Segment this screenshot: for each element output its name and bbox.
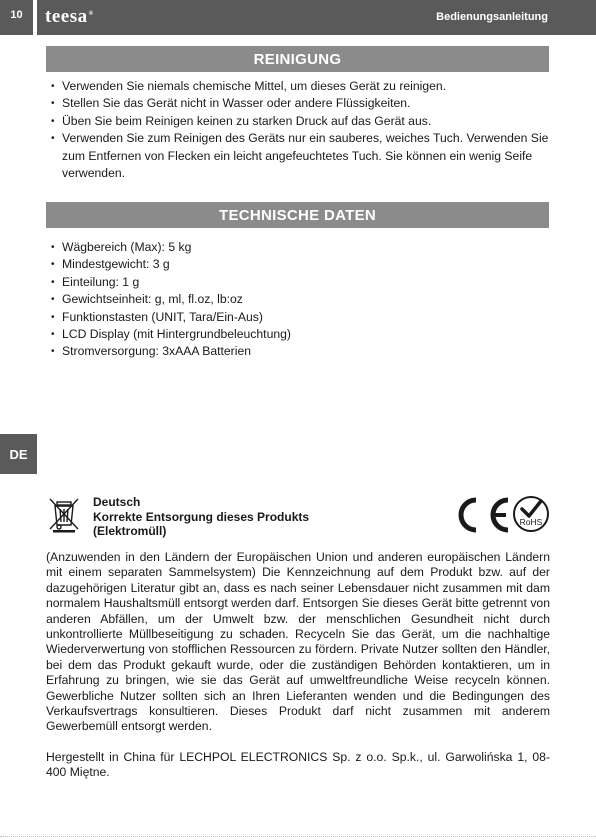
language-tab: DE	[0, 434, 37, 474]
rohs-check-icon	[512, 495, 550, 533]
bottom-dotted-line	[0, 836, 596, 837]
specs-list	[48, 239, 551, 361]
list-item: • Üben Sie beim Reinigen keinen zu starken Druck auf das Gerät aus.	[48, 113, 551, 130]
list-item: • Stellen Sie das Gerät nicht in Wasser oder andere Flüssigkeiten.	[48, 95, 551, 112]
section-title-specs: TECHNISCHE DATEN	[46, 202, 549, 228]
list-item: • LCD Display (mit Hintergrundbeleuchtung)	[48, 326, 551, 343]
list-item: • Mindestgewicht: 3 g	[48, 256, 551, 273]
header-bar	[37, 0, 596, 35]
list-item: • Einteilung: 1 g	[48, 274, 551, 291]
brand-name: teesa	[45, 6, 88, 27]
ce-mark-icon	[450, 497, 512, 533]
manufacturer-paragraph: Hergestellt in China für LECHPOL ELECTRONICS Sp. z o.o. Sp.k., ul. Garwolińska 1, 08-400 Miętne.	[46, 749, 550, 780]
section-title-cleaning: REINIGUNG	[46, 46, 549, 72]
page-number: 10	[0, 0, 33, 35]
list-item: • Gewichtseinheit: g, ml, fl.oz, lb:oz	[48, 291, 551, 308]
cleaning-list	[48, 78, 551, 182]
document-title: Bedienungsanleitung	[436, 11, 548, 23]
disposal-heading	[93, 495, 309, 539]
list-item: • Verwenden Sie niemals chemische Mittel, um dieses Gerät zu reinigen.	[48, 78, 551, 95]
crossed-out-wheelie-bin-icon	[47, 497, 81, 533]
brand-logo: teesa®	[45, 6, 94, 27]
disposal-paragraph: (Anzuwenden in den Ländern der Europäischen Union und anderen europäischen Ländern mit einem separaten Sammelsystem) Die Kennzeichnung auf dem Produkt bzw. auf der dazugehörigen Literatur gibt an, dass es nach seiner Lebensdauer nicht zusammen mit dam normalem Haushaltsmüll entsorgt werden darf. Entsorgen Sie dieses Gerät bitte getrennt von anderen Abfällen, um der Umwelt bzw. der menschlichen Gesundheit nicht durch unkontrollierte Müllbeseitigung zu schaden. Recyceln Sie das Gerät, um die nachhaltige Wiederverwertung von stofflichen Ressourcen zu fördern. Private Nutzer sollten den Händler, bei dem das Produkt gekauft wurde, oder die zuständigen Behörden kontaktieren, um in Erfahrung zu bringen, wie sie das Gerät auf umweltfreundliche Weise recyceln können. Gewerbliche Nutzer sollten sich an Ihren Lieferanten wenden und die Bedingungen des Verkaufsvertrags konsultieren. Dieses Produkt darf nicht zusammen mit anderem Gewerbemüll entsorgt werden.	[46, 550, 550, 734]
disposal-heading-line: Deutsch	[93, 495, 141, 509]
disposal-heading-line: Korrekte Entsorgung dieses Produkts	[93, 509, 310, 524]
list-item: • Verwenden Sie zum Reinigen des Geräts nur ein sauberes, weiches Tuch. Verwenden Sie zum Entfernen von Flecken ein leicht angefeuchtetes Tuch. Sie können ein wenig Seife verwenden.	[48, 130, 551, 182]
list-item: • Funktionstasten (UNIT, Tara/Ein-Aus)	[48, 309, 551, 326]
disposal-text	[46, 550, 550, 781]
disposal-heading-line: (Elektromüll)	[93, 524, 167, 538]
list-item: • Stromversorgung: 3xAAA Batterien	[48, 343, 551, 360]
list-item: • Wägbereich (Max): 5 kg	[48, 239, 551, 256]
svg-text:RoHS: RoHS	[519, 517, 543, 527]
